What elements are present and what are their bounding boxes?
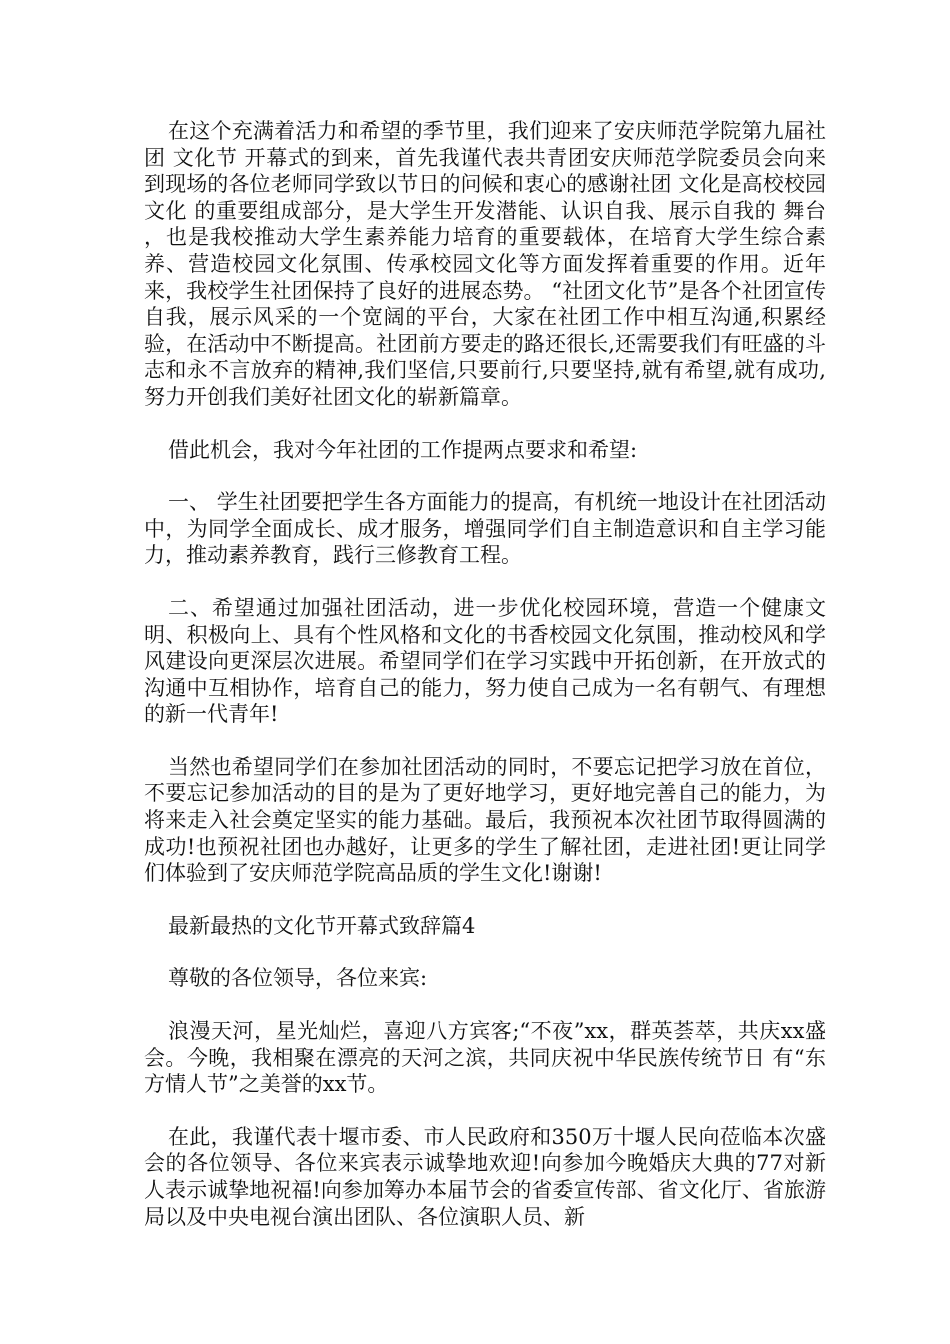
- paragraph-festival-greeting: 浪漫天河，星光灿烂，喜迎八方宾客;“不夜”xx，群英荟萃，共庆xx盛会。今晚，我相聚在漂亮的天河之滨，共同庆祝中华民族传统节日 有“东方情人节”之美誉的xx节。: [144, 1019, 826, 1097]
- paragraph-welcome: 在此，我谨代表十堰市委、市人民政府和350万十堰人民向莅临本次盛会的各位领导、各位来宾表示诚挚地欢迎!向参加今晚婚庆大典的77对新人表示诚挚地祝福!向参加筹办本届节会的省委宣传部、省文化厅、省旅游局以及中央电视台演出团队、各位演职人员、新: [144, 1124, 826, 1229]
- paragraph-closing-wishes: 当然也希望同学们在参加社团活动的同时，不要忘记把学习放在首位，不要忘记参加活动的目的是为了更好地学习，更好地完善自己的能力，为将来走入社会奠定坚实的能力基础。最后，我预祝本次社团节取得圆满的成功!也预祝社团也办越好，让更多的学生了解社团，走进社团!更让同学们体验到了安庆师范学院高品质的学生文化!谢谢!: [144, 754, 826, 886]
- salutation: 尊敬的各位领导，各位来宾:: [168, 966, 428, 991]
- paragraph-requirements-intro: 借此机会，我对今年社团的工作提两点要求和希望:: [168, 437, 638, 462]
- paragraph-opening-speech: 在这个充满着活力和希望的季节里，我们迎来了安庆师范学院第九届社团 文化节 开幕式的到来，首先我谨代表共青团安庆师范学院委员会向来到现场的各位老师同学致以节日的问候和衷心的感谢社团 文化是高校校园 文化 的重要组成部分，是大学生开发潜能、认识自我、展示自我的 舞台 ，也是我校推动大学生素养能力培育的重要载体，在培育大学生综合素养、营造校园文化氛围、传承校园文化等方面发挥着重要的作用。近年来，我校学生社团保持了良好的进展态势。 “社团文化节”是各个社团宣传自我，展示风采的一个宽阔的平台，大家在社团工作中相互沟通,积累经验，在活动中不断提高。社团前方要走的路还很长,还需要我们有旺盛的斗志和永不言放弃的精神,我们坚信,只要前行,只要坚持,就有希望,就有成功,努力开创我们美好社团文化的崭新篇章。: [144, 119, 826, 409]
- document-page: [144, 118, 826, 1256]
- paragraph-requirement-one: 一、 学生社团要把学生各方面能力的提高，有机统一地设计在社团活动中，为同学全面成长、成才服务，增强同学们自主制造意识和自主学习能力，推动素养教育，践行三修教育工程。: [144, 490, 826, 568]
- paragraph-requirement-two: 二、希望通过加强社团活动，进一步优化校园环境，营造一个健康文明、积极向上、具有个性风格和文化的书香校园文化氛围，推动校风和学风建设向更深层次进展。希望同学们在学习实践中开拓创新，在开放式的沟通中互相协作，培育自己的能力，努力使自己成为一名有朝气、有理想的新一代青年!: [144, 595, 826, 727]
- section-heading: 最新最热的文化节开幕式致辞篇4: [168, 913, 476, 938]
